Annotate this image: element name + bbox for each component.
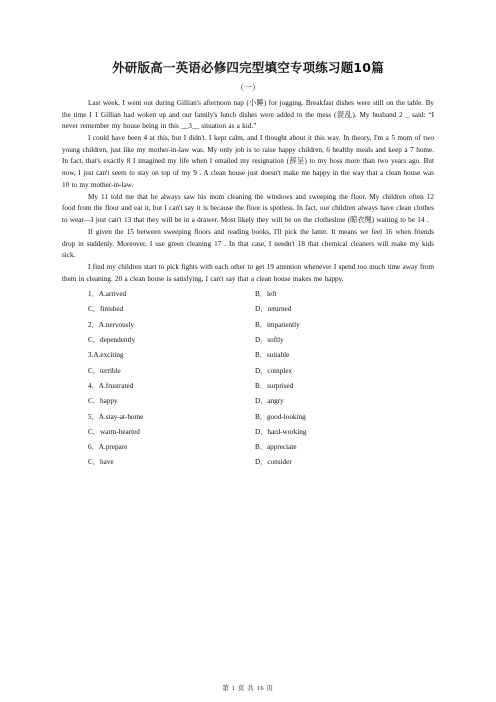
option-left: 1．A.arrived xyxy=(88,290,127,299)
option-right: B．surprised xyxy=(255,381,294,390)
option-right: B．good-looking xyxy=(255,412,306,421)
option-row xyxy=(62,409,434,424)
page-footer: 第 1 页 共 16 页 xyxy=(222,685,274,692)
option-left: C．happy xyxy=(88,397,118,406)
option-left: C．warm-hearted xyxy=(88,427,140,436)
paragraph-3: My 11 told me that he always saw his mom cleaning the windows and sweeping the floor. My children often 12 food from the floor and eat it, but I can't say it is because the floor is spotless. In fact, our children always have clean clothes to wear—I just can't 13 that they will be in a drawer. Most likely they will be on the clothesline (晾衣绳) waiting to be 14 . xyxy=(62,192,434,224)
paragraph-1: Last week, I went out during Gillian's afternoon nap (小睡) for jogging. Breakfast dishes were still on the table. By the time I 1 Gillian had woken up and our family's lunch dishes were added to the mess (混乱). My husband 2 _ said: “I never remember my house being in this __3__ situation as a kid.” xyxy=(62,99,434,131)
document-title: 外研版高一英语必修四完型填空专项练习题10篇 xyxy=(112,60,384,75)
option-left: 5．A.stay-at-home xyxy=(88,412,144,421)
option-left: C．have xyxy=(88,458,114,467)
option-right: B．appreciate xyxy=(255,443,297,452)
paragraph-4: If given the 15 between sweeping floors and reading books, I'll pick the latter. It means we feel 16 when friends drop in suddenly. Moreover, I use green cleaning 17 . In that case, I needn't 18 that chemical cleaners will make my kids sick. xyxy=(62,228,434,260)
option-left: 2．A.nervously xyxy=(88,320,135,329)
option-left: C．dependently xyxy=(88,336,136,345)
option-right: B．left xyxy=(255,290,277,299)
document-page xyxy=(62,58,434,470)
option-row xyxy=(62,394,434,409)
option-left: 4．A.frustrated xyxy=(88,381,134,390)
section-heading: （一） xyxy=(236,83,260,92)
option-row xyxy=(62,439,434,454)
option-right: D．hard-working xyxy=(255,427,307,436)
option-left: 6．A.prepare xyxy=(88,443,128,452)
option-row xyxy=(62,287,434,302)
paragraph-5: I find my children start to pick fights with each other to get 19 attention whenever I spend too much time away from them in cleaning. 20 a clean house is satisfying, I can't say that a clean house makes me happy. xyxy=(62,263,434,283)
option-right: D．returned xyxy=(255,305,292,314)
option-row xyxy=(62,317,434,332)
option-row xyxy=(62,332,434,347)
paragraph-2: I could have been 4 at this, but I didn't. I kept calm, and I thought about it this way. In theory, I'm a 5 mom of two young children, just like my mother-in-law was. My only job is to raise happy children, 6 healthy meals and keep a 7 home. In fact, that's exactly 8 I imagined my life when I emailed my resignation (辞呈) to my boss more than two years ago. But now, I just can't seem to stay on top of my 9 . A clean house just doesn't make me happy in the way that a clean house was 10 to my mother-in-law. xyxy=(62,134,434,189)
option-left: 3.A.exciting xyxy=(88,351,124,360)
option-left: C．finished xyxy=(88,305,124,314)
option-right: D．complex xyxy=(255,366,293,375)
option-row xyxy=(62,302,434,317)
option-right: D．angry xyxy=(255,397,284,406)
option-row xyxy=(62,424,434,439)
option-row xyxy=(62,363,434,378)
option-row xyxy=(62,378,434,393)
option-left: C．terrible xyxy=(88,366,121,375)
option-right: B．impatiently xyxy=(255,320,300,329)
option-right: B．suitable xyxy=(255,351,290,360)
option-right: D．consider xyxy=(255,458,292,467)
option-row xyxy=(62,348,434,363)
option-row xyxy=(62,455,434,470)
options-list xyxy=(62,287,434,471)
option-right: D．softly xyxy=(255,336,284,345)
